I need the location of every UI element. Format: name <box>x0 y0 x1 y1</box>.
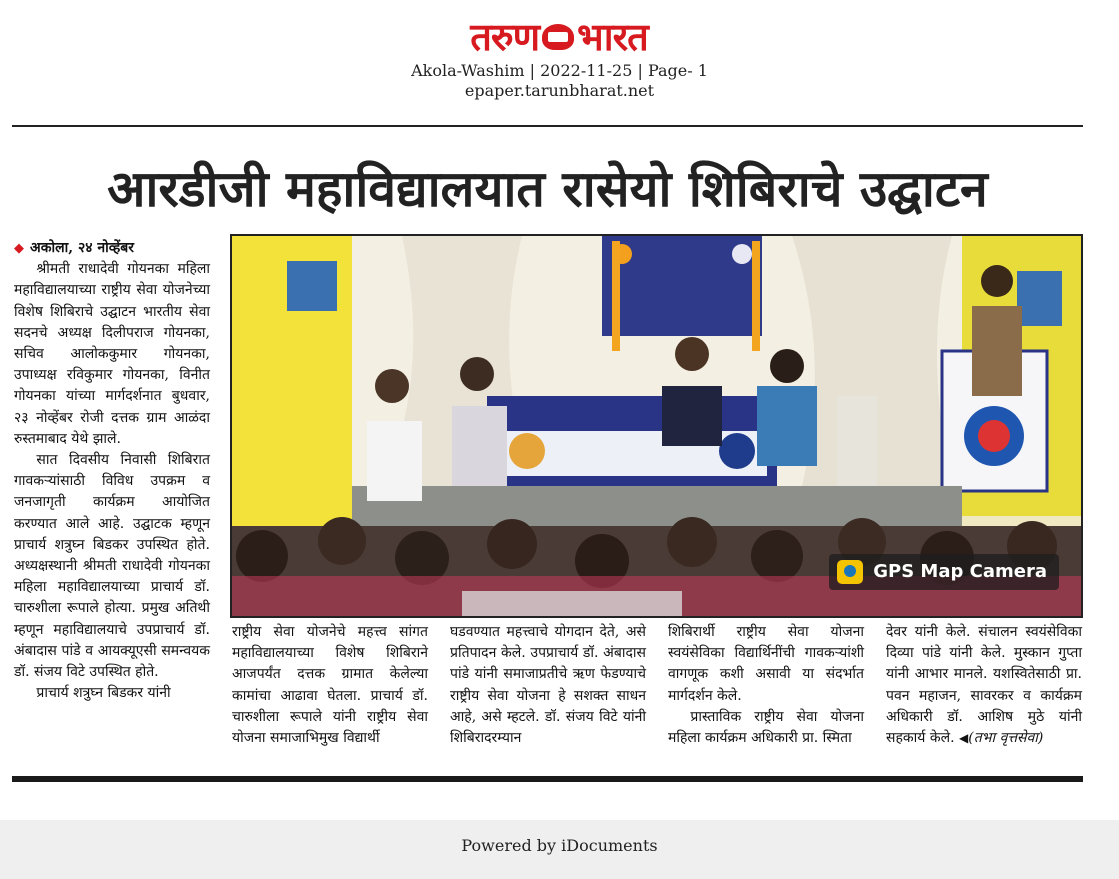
bottom-rule <box>12 776 1083 782</box>
news-credit: (तभा वृत्तसेवा) <box>968 730 1044 747</box>
article-column-5 <box>886 622 1082 749</box>
article-headline: आरडीजी महाविद्यालयात रासेयो शिबिराचे उद्घाटन <box>107 160 988 218</box>
dateline-text: अकोला, २४ नोव्हेंबर <box>30 240 134 256</box>
paragraph: शिबिरार्थी राष्ट्रीय सेवा योजना स्वयंसेविका विद्यार्थिनींची गावकऱ्यांशी वागणूक कशी असावी या संदर्भात मार्गदर्शन केले. <box>668 624 864 704</box>
site-link[interactable]: epaper.tarunbharat.net <box>464 81 655 100</box>
logo-text-right: भारत <box>577 15 648 59</box>
top-rule <box>12 125 1083 127</box>
paragraph: घडवण्यात महत्त्वाचे योगदान देते, असे प्रतिपादन केले. उपप्राचार्य डॉ. अंबादास पांडे यांनी समाजाप्रतीचे ऋण फेडण्याचे राष्ट्रीय सेवा योजना हे सशक्त साधन आहे, असे म्हटले. डॉ. संजय विटे यांनी शिबिरादरम्यान <box>450 624 646 747</box>
end-arrow-icon: ◀ <box>959 731 969 746</box>
article-column-4 <box>668 622 864 749</box>
paragraph: प्रास्ताविक राष्ट्रीय सेवा योजना महिला कार्यक्रम अधिकारी प्रा. स्मिता <box>668 708 864 747</box>
gps-camera-icon <box>837 560 863 584</box>
gps-label: GPS Map Camera <box>873 561 1047 582</box>
paragraph: प्राचार्य शत्रुघ्न बिडकर यांनी <box>36 685 171 702</box>
newspaper-page <box>12 96 1083 786</box>
paragraph <box>886 622 1082 749</box>
logo-text-left: तरुण <box>470 15 540 59</box>
paragraph-text: देवर यांनी केले. संचालन स्वयंसेविका दिव्या पांडे यांनी केले. मुस्कान गुप्ता यांनी आभार मानले. यशस्वितेसाठी प्रा. पवन महाजन, सावरकर व कार्यक्रम अधिकारी डॉ. आशिष मुठे यांनी सहकार्य केले. <box>886 624 1082 747</box>
article-photo <box>230 234 1083 618</box>
edition-line: Akola-Washim | 2022-11-25 | Page- 1 <box>411 61 708 80</box>
cut-text-strip <box>12 96 1083 102</box>
article-column-2 <box>232 622 428 749</box>
masthead <box>0 0 1119 105</box>
footer <box>0 820 1119 879</box>
paragraph: सात दिवसीय निवासी शिबिरात गावकऱ्यांसाठी विविध उपक्रम व जनजागृती कार्यक्रम आयोजित करण्यात आले आहे. उद्घाटक म्हणून प्राचार्य शत्रुघ्न बिडकर उपस्थित होते. अध्यक्षस्थानी श्रीमती राधादेवी गोयनका महिला महाविद्यालयाच्या प्राचार्य डॉ. चारुशीला रूपाले होत्या. प्रमुख अतिथी म्हणून महाविद्यालयाचे उपप्राचार्य डॉ. अंबादास पांडे व आयक्यूएसी समन्वयक डॉ. संजय विटे उपस्थित होते. <box>14 452 210 681</box>
gps-map-camera-badge <box>829 554 1059 590</box>
logo-emblem-icon <box>542 24 574 50</box>
diamond-bullet-icon: ◆ <box>14 241 24 256</box>
powered-by[interactable]: Powered by iDocuments <box>461 836 658 855</box>
paragraph: राष्ट्रीय सेवा योजनेचे महत्त्व सांगत महाविद्यालयाच्या विशेष शिबिराने आजपर्यंत दत्तक ग्रामात केलेल्या कामांचा आढावा घेतला. प्राचार्य डॉ. चारुशीला रूपाले यांनी राष्ट्रीय सेवा योजना समाजाभिमुख विद्यार्थी <box>232 624 428 747</box>
article-column-3 <box>450 622 646 749</box>
article-column-1 <box>14 238 210 704</box>
newspaper-logo[interactable] <box>433 16 685 58</box>
paragraph: श्रीमती राधादेवी गोयनका महिला महाविद्यालयाच्या राष्ट्रीय सेवा योजनेच्या विशेष शिबिराचे उद्घाटन भारतीय सेवा सदनचे अध्यक्ष दिलीपराज गोयनका, सचिव आलोककुमार गोयनका, उपाध्यक्ष रविकुमार गोयनका, विनीत गोयनका यांच्या मार्गदर्शनात बुधवार, २३ नोव्हेंबर रोजी दत्तक ग्राम आळंदा रुस्तमाबाद येथे झाले. <box>14 261 210 447</box>
dateline <box>14 238 210 259</box>
